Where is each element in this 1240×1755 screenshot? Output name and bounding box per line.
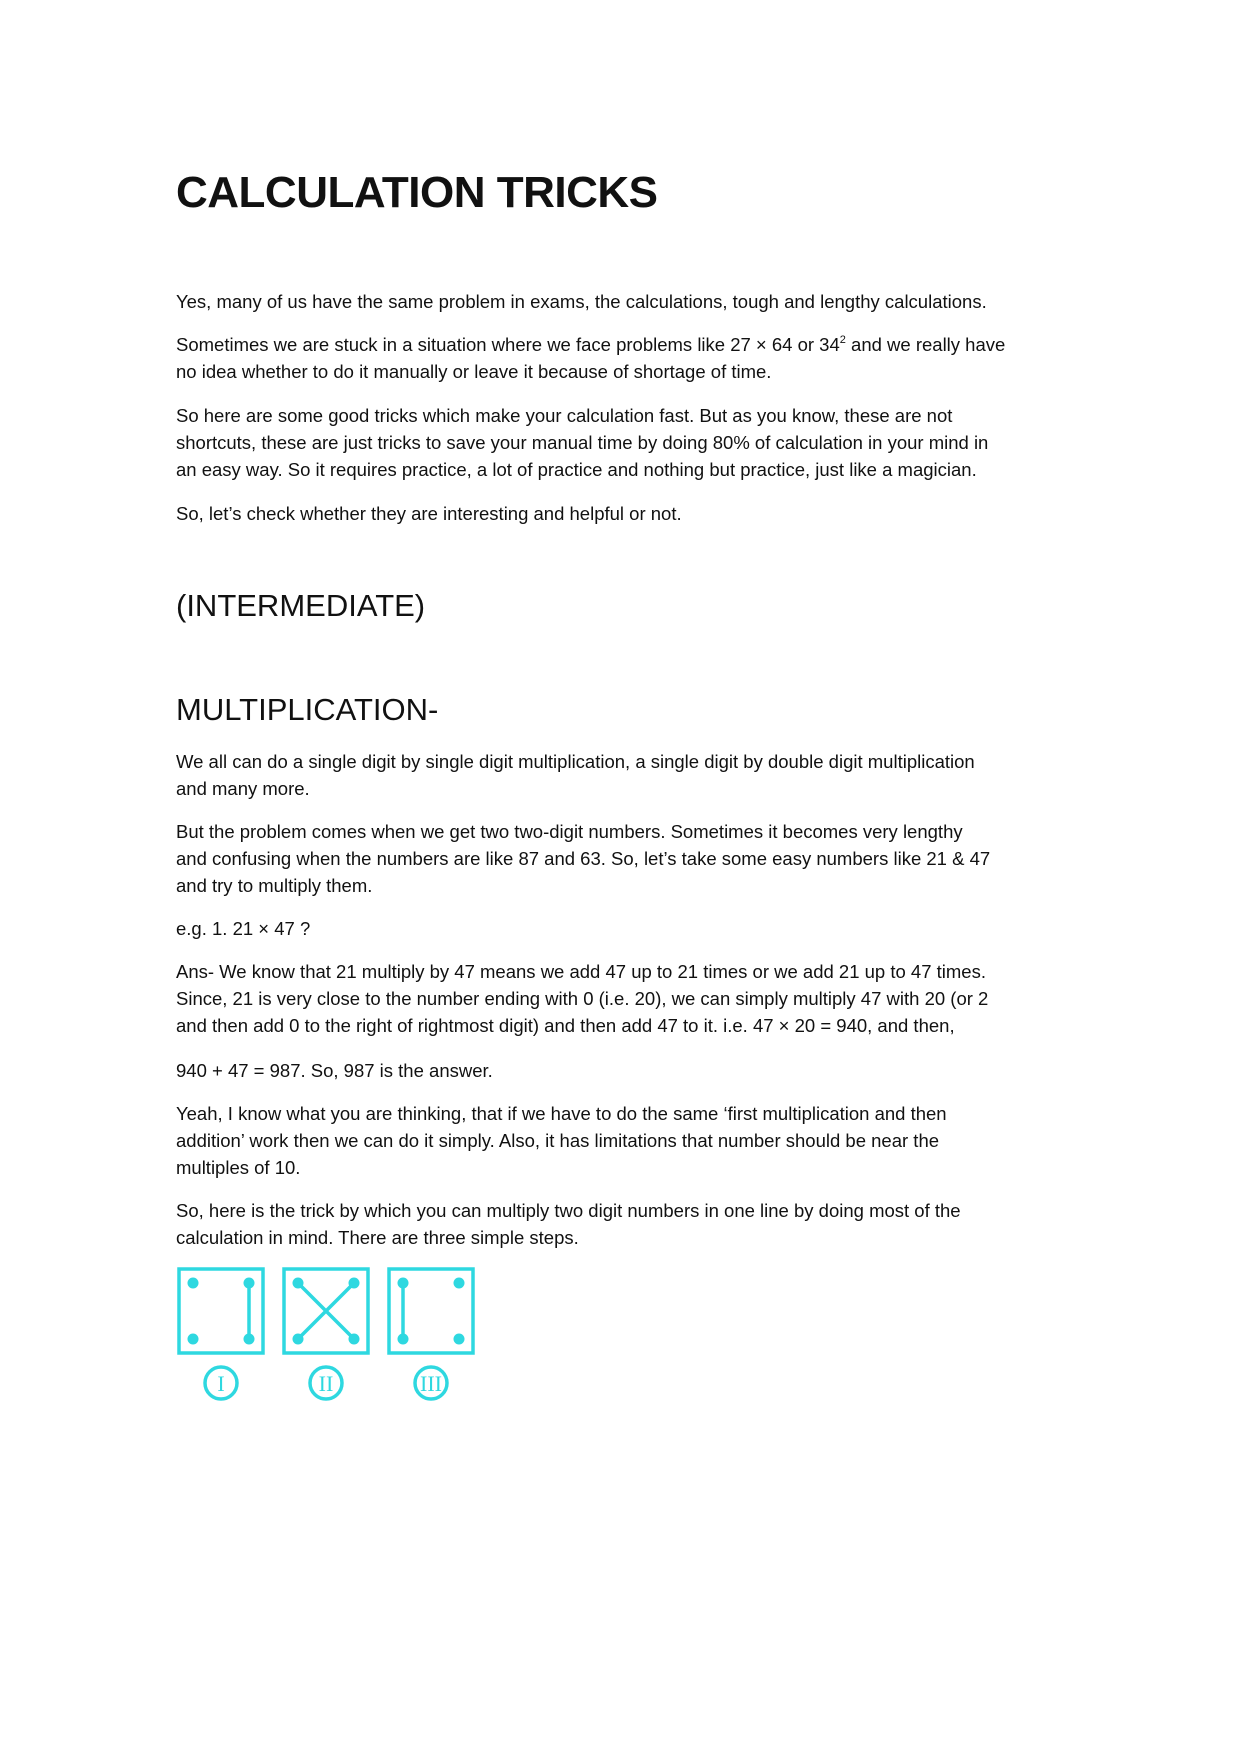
trick-line1: So, here is the trick by which you can multiply two digit numbers in one line by doing most of the xyxy=(176,1200,961,1221)
step-3-dot-br xyxy=(454,1334,465,1345)
step-1-dot-tr xyxy=(244,1278,255,1289)
answer-paragraph xyxy=(176,958,1056,1039)
intro-p2-text-after: and we really have xyxy=(845,334,1006,355)
page-title: CALCULATION TRICKS xyxy=(176,168,658,217)
intro-p3-line2: shortcuts, these are just tricks to save your manual time by doing 80% of calculation in your mind in xyxy=(176,432,989,453)
step-2-dot-tl xyxy=(293,1278,304,1289)
step-3-dot-tl xyxy=(398,1278,409,1289)
step-2-dot-br xyxy=(349,1334,360,1345)
limitation-line2: addition’ work then we can do it simply. Also, it has limitations that number should be near the xyxy=(176,1130,940,1151)
section-heading: MULTIPLICATION- xyxy=(176,692,439,727)
three-steps-diagram xyxy=(176,1266,486,1406)
intro-paragraph-4: So, let’s check whether they are interesting and helpful or not. xyxy=(176,503,682,524)
step-1-dot-br xyxy=(244,1334,255,1345)
step-2-dot-bl xyxy=(293,1334,304,1345)
body-p2-line2: and confusing when the numbers are like 87 and 63. So, let’s take some easy numbers like 21 & 47 xyxy=(176,848,991,869)
body-p1-line1: We all can do a single digit by single digit multiplication, a single digit by double digit multiplication xyxy=(176,751,975,772)
limitation-paragraph xyxy=(176,1100,1056,1181)
answer-line2: Since, 21 is very close to the number ending with 0 (i.e. 20), we can simply multiply 47 with 20 (or 2 xyxy=(176,988,989,1009)
step-1-dot-bl xyxy=(188,1334,199,1345)
body-p2-line3: and try to multiply them. xyxy=(176,875,373,896)
limitation-line1: Yeah, I know what you are thinking, that if we have to do the same ‘first multiplication and then xyxy=(176,1103,947,1124)
trick-line2: calculation in mind. There are three simple steps. xyxy=(176,1227,579,1248)
body-p1-line2: and many more. xyxy=(176,778,310,799)
level-heading: (INTERMEDIATE) xyxy=(176,588,426,623)
intro-p2-text: Sometimes we are stuck in a situation where we face problems like 27 × 64 or 34 xyxy=(176,334,840,355)
intro-p2-line2: no idea whether to do it manually or leave it because of shortage of time. xyxy=(176,361,772,382)
answer-line3: and then add 0 to the right of rightmost digit) and then add 47 to it. i.e. 47 × 20 = 940, and then, xyxy=(176,1015,955,1036)
trick-paragraph xyxy=(176,1197,1056,1251)
result-line: 940 + 47 = 987. So, 987 is the answer. xyxy=(176,1060,493,1081)
answer-line1: Ans- We know that 21 multiply by 47 means we add 47 up to 21 times or we add 21 up to 47 times. xyxy=(176,961,986,982)
step-1-numeral: I xyxy=(217,1371,225,1396)
step-2-dot-tr xyxy=(349,1278,360,1289)
superscript-exponent: 2 xyxy=(839,334,846,346)
intro-p3-line3: an easy way. So it requires practice, a lot of practice and nothing but practice, just like a magician. xyxy=(176,459,977,480)
step-3-dot-tr xyxy=(454,1278,465,1289)
body-p2-line1: But the problem comes when we get two two-digit numbers. Sometimes it becomes very lengthy xyxy=(176,821,963,842)
intro-p3-line1: So here are some good tricks which make your calculation fast. But as you know, these are not xyxy=(176,405,953,426)
intro-paragraph-3 xyxy=(176,402,1056,483)
intro-paragraph-1: Yes, many of us have the same problem in exams, the calculations, tough and lengthy calculations. xyxy=(176,291,987,312)
example-line: e.g. 1. 21 × 47 ? xyxy=(176,918,311,939)
intro-paragraph-2 xyxy=(176,331,1056,385)
body-paragraph-1 xyxy=(176,748,1056,802)
step-1-dot-tl xyxy=(188,1278,199,1289)
body-paragraph-2 xyxy=(176,818,1056,899)
step-2-numeral: II xyxy=(318,1371,334,1396)
limitation-line3: multiples of 10. xyxy=(176,1157,301,1178)
step-3-numeral: III xyxy=(420,1371,442,1396)
step-3-dot-bl xyxy=(398,1334,409,1345)
